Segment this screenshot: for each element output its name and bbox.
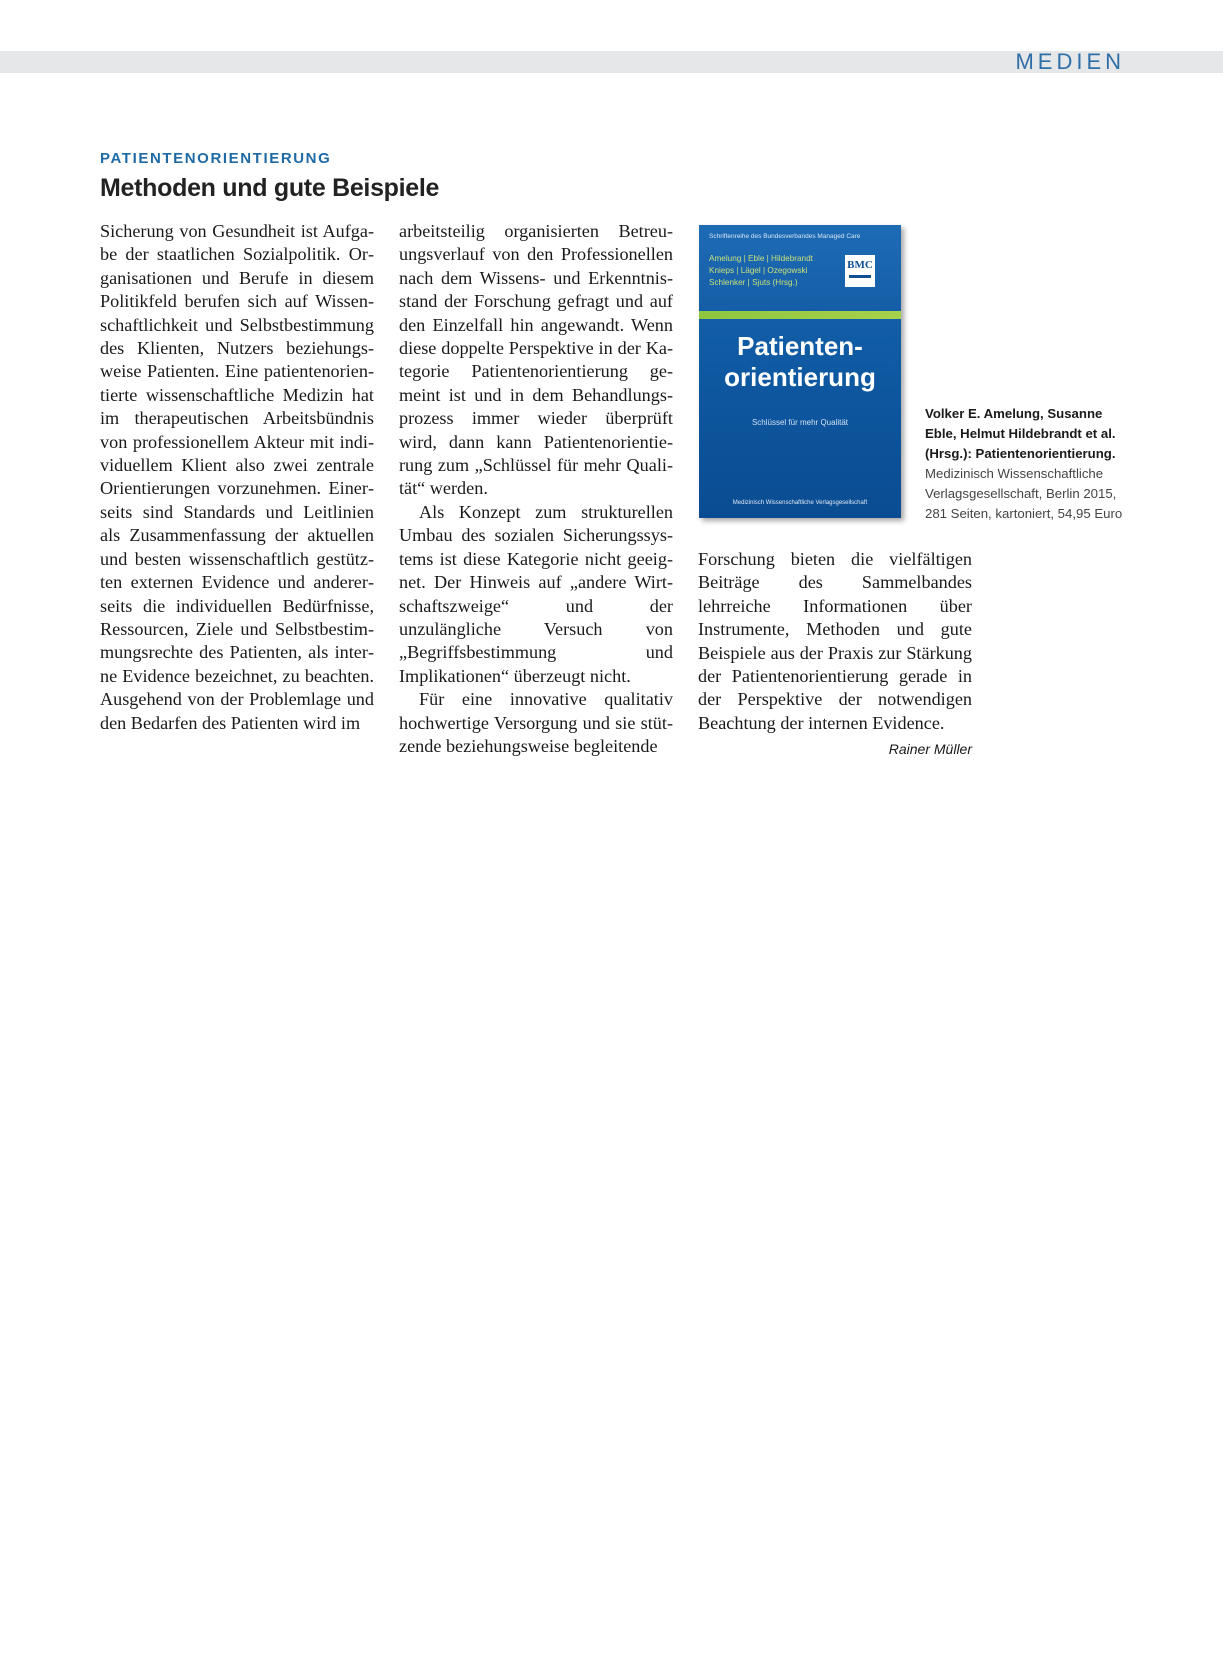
- book-series: Schriftenreihe des Bundesverbandes Managed Care: [709, 233, 861, 240]
- caption-line: 281 Seiten, kartoniert, 54,95 Euro: [925, 506, 1123, 521]
- article-kicker: PATIENTENORIENTIERUNG: [100, 150, 332, 167]
- paragraph-text: Forschung bieten die vielfältigen Beiträge des Sammelbandes lehrreiche Informationen über Instrumente, Methoden und gute Beispiele aus der Praxis zur Stärkung der Patientenorientierung gerade in der Perspektive der notwendigen Beachtung der internen Evidence.: [698, 549, 972, 733]
- caption-line: Volker E. Amelung, Susanne: [925, 406, 1103, 421]
- article-column-1: [100, 220, 374, 735]
- book-editors: [709, 253, 829, 289]
- section-label: MEDIEN: [1015, 49, 1125, 74]
- book-title-line: orientierung: [724, 362, 876, 392]
- book-subtitle: Schlüssel für mehr Qualität: [751, 418, 849, 427]
- caption-line: (Hrsg.): Patientenorientierung.: [925, 446, 1116, 461]
- caption-line: Eble, Helmut Hildebrandt et al.: [925, 426, 1116, 441]
- book-editors-line: Knieps | Lägel | Ozegowski: [709, 266, 808, 275]
- author-name: Rainer Müller: [888, 741, 972, 758]
- paragraph: Sicherung von Gesundheit ist Aufgabe der staatlichen Sozialpolitik. Organisationen und Berufe in diesem Politikfeld berufen sich auf Wissenschaftlichkeit und Selbstbestimmung des Klienten, Nutzers beziehungsweise Patienten. Eine patientenorientierte wissenschaftliche Medizin hat im therapeutischen Arbeitsbündnis von professionellem Akteur mit individuellem Klient also zwei zentrale Orientierungen vorzunehmen. Einerseits sind Standards und Leitlinien als Zusammenfassung der aktuellen und besten wissenschaftlich gestützten externen Evidence und andererseits die individuellen Bedürfnisse, Ressourcen, Ziele und Selbstbestimmungsrechte des Patienten, als interne Evidence bezeichnet, zu beachten. Ausgehend von der Problemlage und den Bedarfen des Patienten wird im: [100, 221, 374, 733]
- article-headline: Methoden und gute Beispiele: [100, 174, 440, 202]
- bmc-logo: [845, 255, 875, 287]
- paragraph: [698, 548, 972, 758]
- book-editors-line: Amelung | Eble | Hildebrandt: [709, 254, 813, 263]
- book-caption: [925, 404, 1125, 524]
- book-title-line: Patienten-: [737, 331, 863, 361]
- caption-line: Medizinisch Wissenschaftliche: [925, 466, 1104, 481]
- article-column-2: [399, 220, 673, 758]
- caption-line: Verlagsgesellschaft, Berlin 2015,: [925, 486, 1117, 501]
- logo-bar: [849, 275, 871, 278]
- book-publisher: Medizinisch Wissenschaftliche Verlagsgesellschaft: [732, 500, 868, 506]
- paragraph: Für eine innovative qualitativ hochwertige Versorgung und sie stützende beziehungsweise begleitende: [399, 689, 673, 756]
- paragraph: Als Konzept zum strukturellen Umbau des sozialen Sicherungssystems ist diese Kategorie nicht geeignet. Der Hinweis auf „andere Wirtschaftszweige“ und der unzulängliche Versuch von „Begriffsbestimmung und Implikationen“ überzeugt nicht.: [399, 501, 673, 686]
- book-editors-line: Schlenker | Sjuts (Hrsg.): [709, 278, 798, 287]
- bmc-logo-text: BMC: [847, 259, 873, 271]
- article-column-3: [698, 548, 972, 762]
- paragraph: arbeitsteilig organisierten Betreuungsverlauf von den Professionellen nach dem Wissens- und Erkenntnisstand der Forschung gefragt und auf den Einzelfall hin angewandt. Wenn diese doppelte Perspektive in der Kategorie Patientenorientierung gemeint ist und in dem Behandlungsprozess immer wieder überprüft wird, dann kann Patientenorientierung zum „Schlüssel für mehr Qualität“ werden.: [399, 221, 673, 499]
- book-cover-stripe: [699, 311, 901, 319]
- book-title: [699, 331, 901, 393]
- book-cover-image: [699, 225, 901, 518]
